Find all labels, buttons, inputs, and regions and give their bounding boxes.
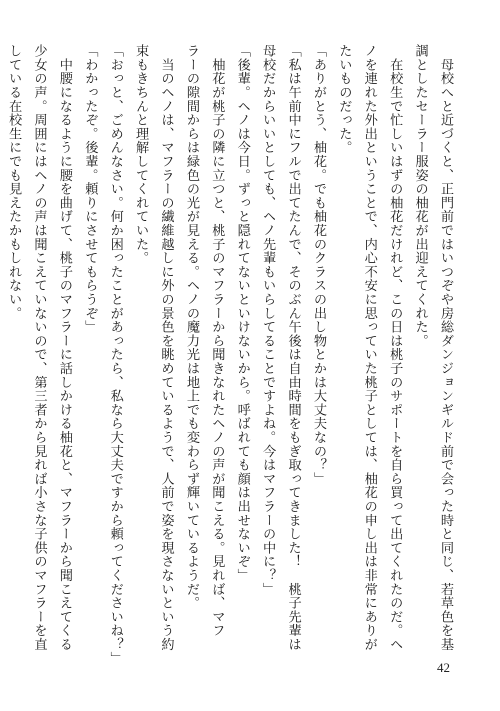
text-line: 母校だからいいとしても、ヘノ先輩もいらしてることですよね。今はマフラーの中に？」 xyxy=(260,44,276,596)
text-line: 少女の声。周囲にはヘノの声は聞こえていないので、第三者から見れば小さな子供のマフラーを直 xyxy=(31,44,47,652)
text-line: たいものだった。 xyxy=(336,44,352,155)
text-line xyxy=(0,44,1,604)
page-number: 42 xyxy=(437,660,450,675)
text-line: 「おっと、ごめんなさい。何か困ったことがあったら、私なら大丈夫ですから頼ってくださいね？」 xyxy=(107,44,123,665)
text-line: 母校へと近づくと、正門前ではいつぞや房総ダンジョンギルド前で会った時と同じ、若草色を基 xyxy=(438,44,453,652)
text-line: 柚花が桃子の隣に立つと、桃子のマフラーから聞きなれたヘノの声が聞こえる。見れば、マフ xyxy=(209,44,225,638)
text-line: 調としたセーラー服姿の柚花が出迎えてくれた。 xyxy=(412,44,428,348)
text-line: 当のヘノは、マフラーの繊維越しに外の景色を眺めているようで、人前で姿を現さないという約 xyxy=(158,44,174,652)
text-line: ラーの隙間からは緑色の光が見える。ヘノの魔力光は地上でも変わらず輝いているようだ。 xyxy=(183,44,199,610)
text-line: 束もきちんと理解してくれていた。 xyxy=(133,44,149,265)
text-line: 「ありがとう、柚花。でも柚花のクラスの出し物とかは大丈夫なの？」 xyxy=(310,44,326,486)
text-line: 中腰になるように腰を曲げて、桃子のマフラーに話しかける柚花と、マフラーから聞こえてくる xyxy=(56,44,72,652)
text-line: ノを連れた外出ということで、内心不安に思っていた桃子としては、柚花の申し出は非常にありが xyxy=(361,44,377,652)
text-line: 「後輩。ヘノは今日。ずっと隠れてないといけないから。呼ばれても顔は出せないぞ」 xyxy=(234,44,250,583)
text-line: 「私は午前中にフルで出てたんで、そのぶん午後は自由時間をもぎ取ってきました！ 桃子先輩は xyxy=(285,44,301,652)
vertical-text-body xyxy=(0,44,458,665)
text-line: 在校生で忙しいはずの柚花だけれど、この日は桃子のサポートを自ら買って出てくれたのだ。ヘ xyxy=(387,44,403,652)
text-line: している在校生にでも見えたかもしれない。 xyxy=(6,44,22,320)
text-line: 「わかったぞ。後輩。頼りにさせてもらうぞ」 xyxy=(82,44,98,334)
